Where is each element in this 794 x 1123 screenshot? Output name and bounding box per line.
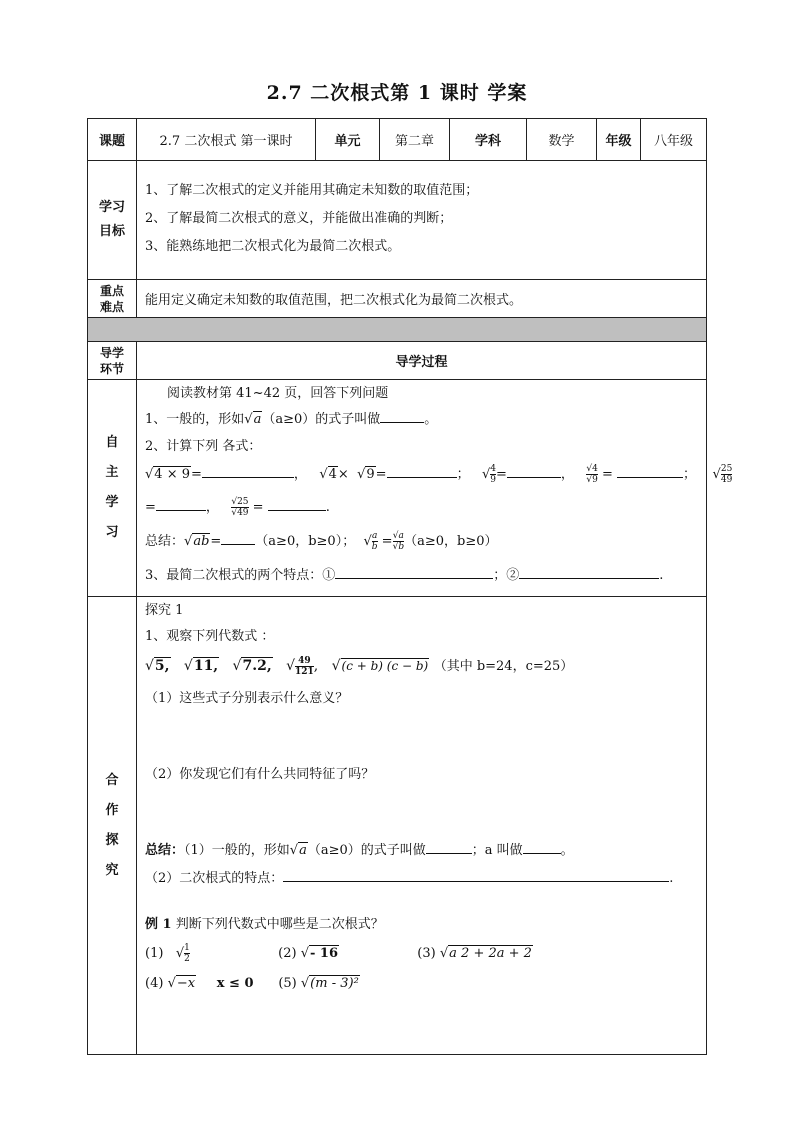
key-points-label: 重点 难点: [88, 280, 137, 318]
answer-blank[interactable]: [387, 465, 457, 478]
question-1: 1、一般的，形如√a（a≥0）的式子叫做 。: [145, 412, 438, 427]
key-points-text: 能用定义确定未知数的取值范围，把二次根式化为最简二次根式。: [137, 280, 707, 318]
coop-summary-1: 总结：（1）一般的，形如√a（a≥0）的式子叫做 ；a 叫做 。: [145, 843, 574, 858]
objective-item: 1、了解二次根式的定义并能用其确定未知数的取值范围；: [145, 183, 479, 198]
example-1-line-2: (4) √−x x ≤ 0 (5) √(m - 3)²: [145, 976, 359, 991]
reading-instruction: 阅读教材第 41~42 页，回答下列问题: [167, 386, 389, 401]
question-meaning: （1）这些式子分别表示什么意义？: [145, 691, 349, 706]
shaded-band: [88, 318, 707, 342]
summary-line: 总结：√ab= （a≥0，b≥0）； √ $\frac{a}{b}$ = $\frac{√a}{√b}$ （a≥0，b≥0）: [145, 531, 498, 552]
lesson-table: [87, 118, 733, 1055]
question-features: （2）你发现它们有什么共同特征了吗？: [145, 767, 375, 782]
answer-blank[interactable]: [335, 566, 493, 579]
question-3: 3、最简二次根式的两个特点：① ；② .: [145, 568, 664, 583]
answer-blank[interactable]: [617, 465, 683, 478]
grade-value: 八年级: [641, 119, 707, 161]
answer-blank[interactable]: [202, 465, 294, 478]
answer-blank[interactable]: [221, 532, 255, 545]
grade-label: 年级: [597, 119, 641, 161]
process-label: 导学 环节: [88, 342, 137, 380]
cooperative-label: 合 作 探 究: [88, 597, 137, 1055]
objective-item: 3、能熟练地把二次根式化为最简二次根式。: [145, 239, 401, 254]
shaded-divider: [88, 318, 707, 342]
answer-blank[interactable]: [268, 498, 326, 511]
expression-list: √5, √11, √7.2, √ $\frac{49}{121}$ , √(c + b) (c − b) （其中 b=24，c=25）: [145, 655, 574, 677]
answer-blank[interactable]: [519, 566, 659, 579]
objective-item: 2、了解最简二次根式的意义，并能做出准确的判断；: [145, 211, 453, 226]
subject-label: 学科: [450, 119, 527, 161]
process-header-row: [88, 342, 707, 380]
cooperative-body: [137, 597, 707, 1055]
self-study-body: [137, 380, 733, 597]
objectives-body: [137, 161, 707, 280]
topic-label: 课题: [88, 119, 137, 161]
page-title: 2.7 二次根式第 1 课时 学案: [266, 82, 528, 104]
answer-blank[interactable]: [283, 869, 669, 882]
subject-value: 数学: [527, 119, 597, 161]
answer-blank[interactable]: [156, 498, 206, 511]
calc-line-2: = ， $\frac{√25}{√49}$ = .: [145, 497, 330, 518]
coop-summary-2: （2）二次根式的特点： .: [145, 871, 674, 886]
answer-blank[interactable]: [380, 410, 424, 423]
process-title: 导学过程: [137, 342, 707, 380]
objectives-row: [88, 161, 707, 280]
observe-prompt: 1、观察下列代数式 ：: [145, 629, 275, 644]
unit-label: 单元: [316, 119, 380, 161]
explore-title: 探究 1: [145, 603, 184, 618]
topic-value: 2.7 二次根式 第一课时: [137, 119, 316, 161]
answer-blank[interactable]: [507, 465, 561, 478]
calc-line-1: √4 × 9= ， √4× √9= ； √ $\frac{4}{9}$ = ， $\frac{√4}{√9}$ = ； √ $\frac{25}{49}$: [145, 464, 733, 485]
self-study-row: [88, 380, 707, 597]
example-1-title: 例 1 判断下列代数式中哪些是二次根式？: [145, 917, 384, 932]
self-study-label: 自 主 学 习: [88, 380, 137, 597]
objectives-label: 学习 目标: [88, 161, 137, 280]
key-points-row: [88, 280, 707, 318]
unit-value: 第二章: [380, 119, 450, 161]
answer-blank[interactable]: [523, 841, 561, 854]
cooperative-row: [88, 597, 707, 1055]
header-row: [88, 119, 707, 161]
question-2: 2、计算下列 各式：: [145, 439, 262, 454]
answer-blank[interactable]: [426, 841, 472, 854]
example-1-line-1: (1) √ $\frac{1}{2}$ (2) √- 16 (3) √a 2 + 2a + 2: [145, 943, 532, 964]
